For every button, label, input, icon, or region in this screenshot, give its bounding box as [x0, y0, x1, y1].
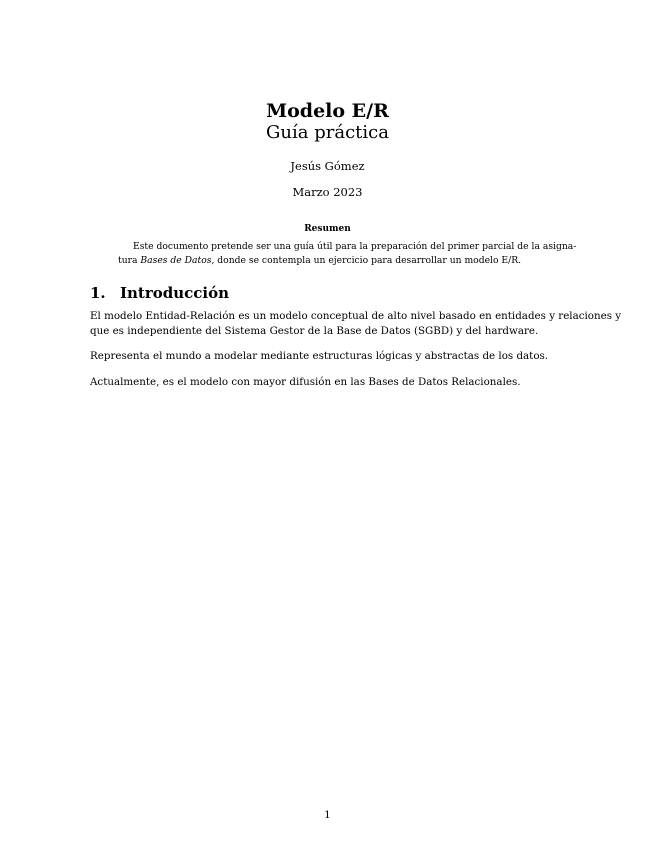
- abstract-text: , donde se contempla un ejercicio para desarrollar un modelo E/R.: [211, 255, 522, 266]
- abstract-body: [118, 240, 577, 268]
- page-number: 1: [324, 809, 331, 821]
- paragraph: [90, 375, 568, 390]
- section-heading: [90, 283, 229, 303]
- paragraph: [90, 349, 568, 364]
- paragraph-line: El modelo Entidad-Relación es un modelo conceptual de alto nivel basado en entidades y relaciones y: [90, 310, 622, 322]
- paragraph-line: Actualmente, es el modelo con mayor difusión en las Bases de Datos Relacionales.: [90, 376, 521, 388]
- document-subtitle: Guía práctica: [266, 122, 389, 143]
- section-title: Introducción: [120, 284, 230, 302]
- abstract-text: tura: [118, 255, 141, 266]
- section-number: 1.: [90, 284, 106, 302]
- abstract-heading: Resumen: [304, 224, 351, 234]
- abstract-line: [118, 254, 538, 268]
- abstract-emphasis: Bases de Datos: [140, 255, 212, 266]
- paragraph: [90, 309, 622, 339]
- paragraph-line: que es independiente del Sistema Gestor de la Base de Datos (SGBD) y del hardware.: [90, 325, 539, 337]
- abstract-line: Este documento pretende ser una guía útil para la preparación del primer parcial de la asigna-: [133, 241, 577, 252]
- document-title: Modelo E/R: [266, 100, 389, 122]
- document-author: Jesús Gómez: [290, 159, 365, 173]
- paragraph-line: Representa el mundo a modelar mediante estructuras lógicas y abstractas de los datos.: [90, 350, 549, 362]
- document-date: Marzo 2023: [292, 185, 363, 199]
